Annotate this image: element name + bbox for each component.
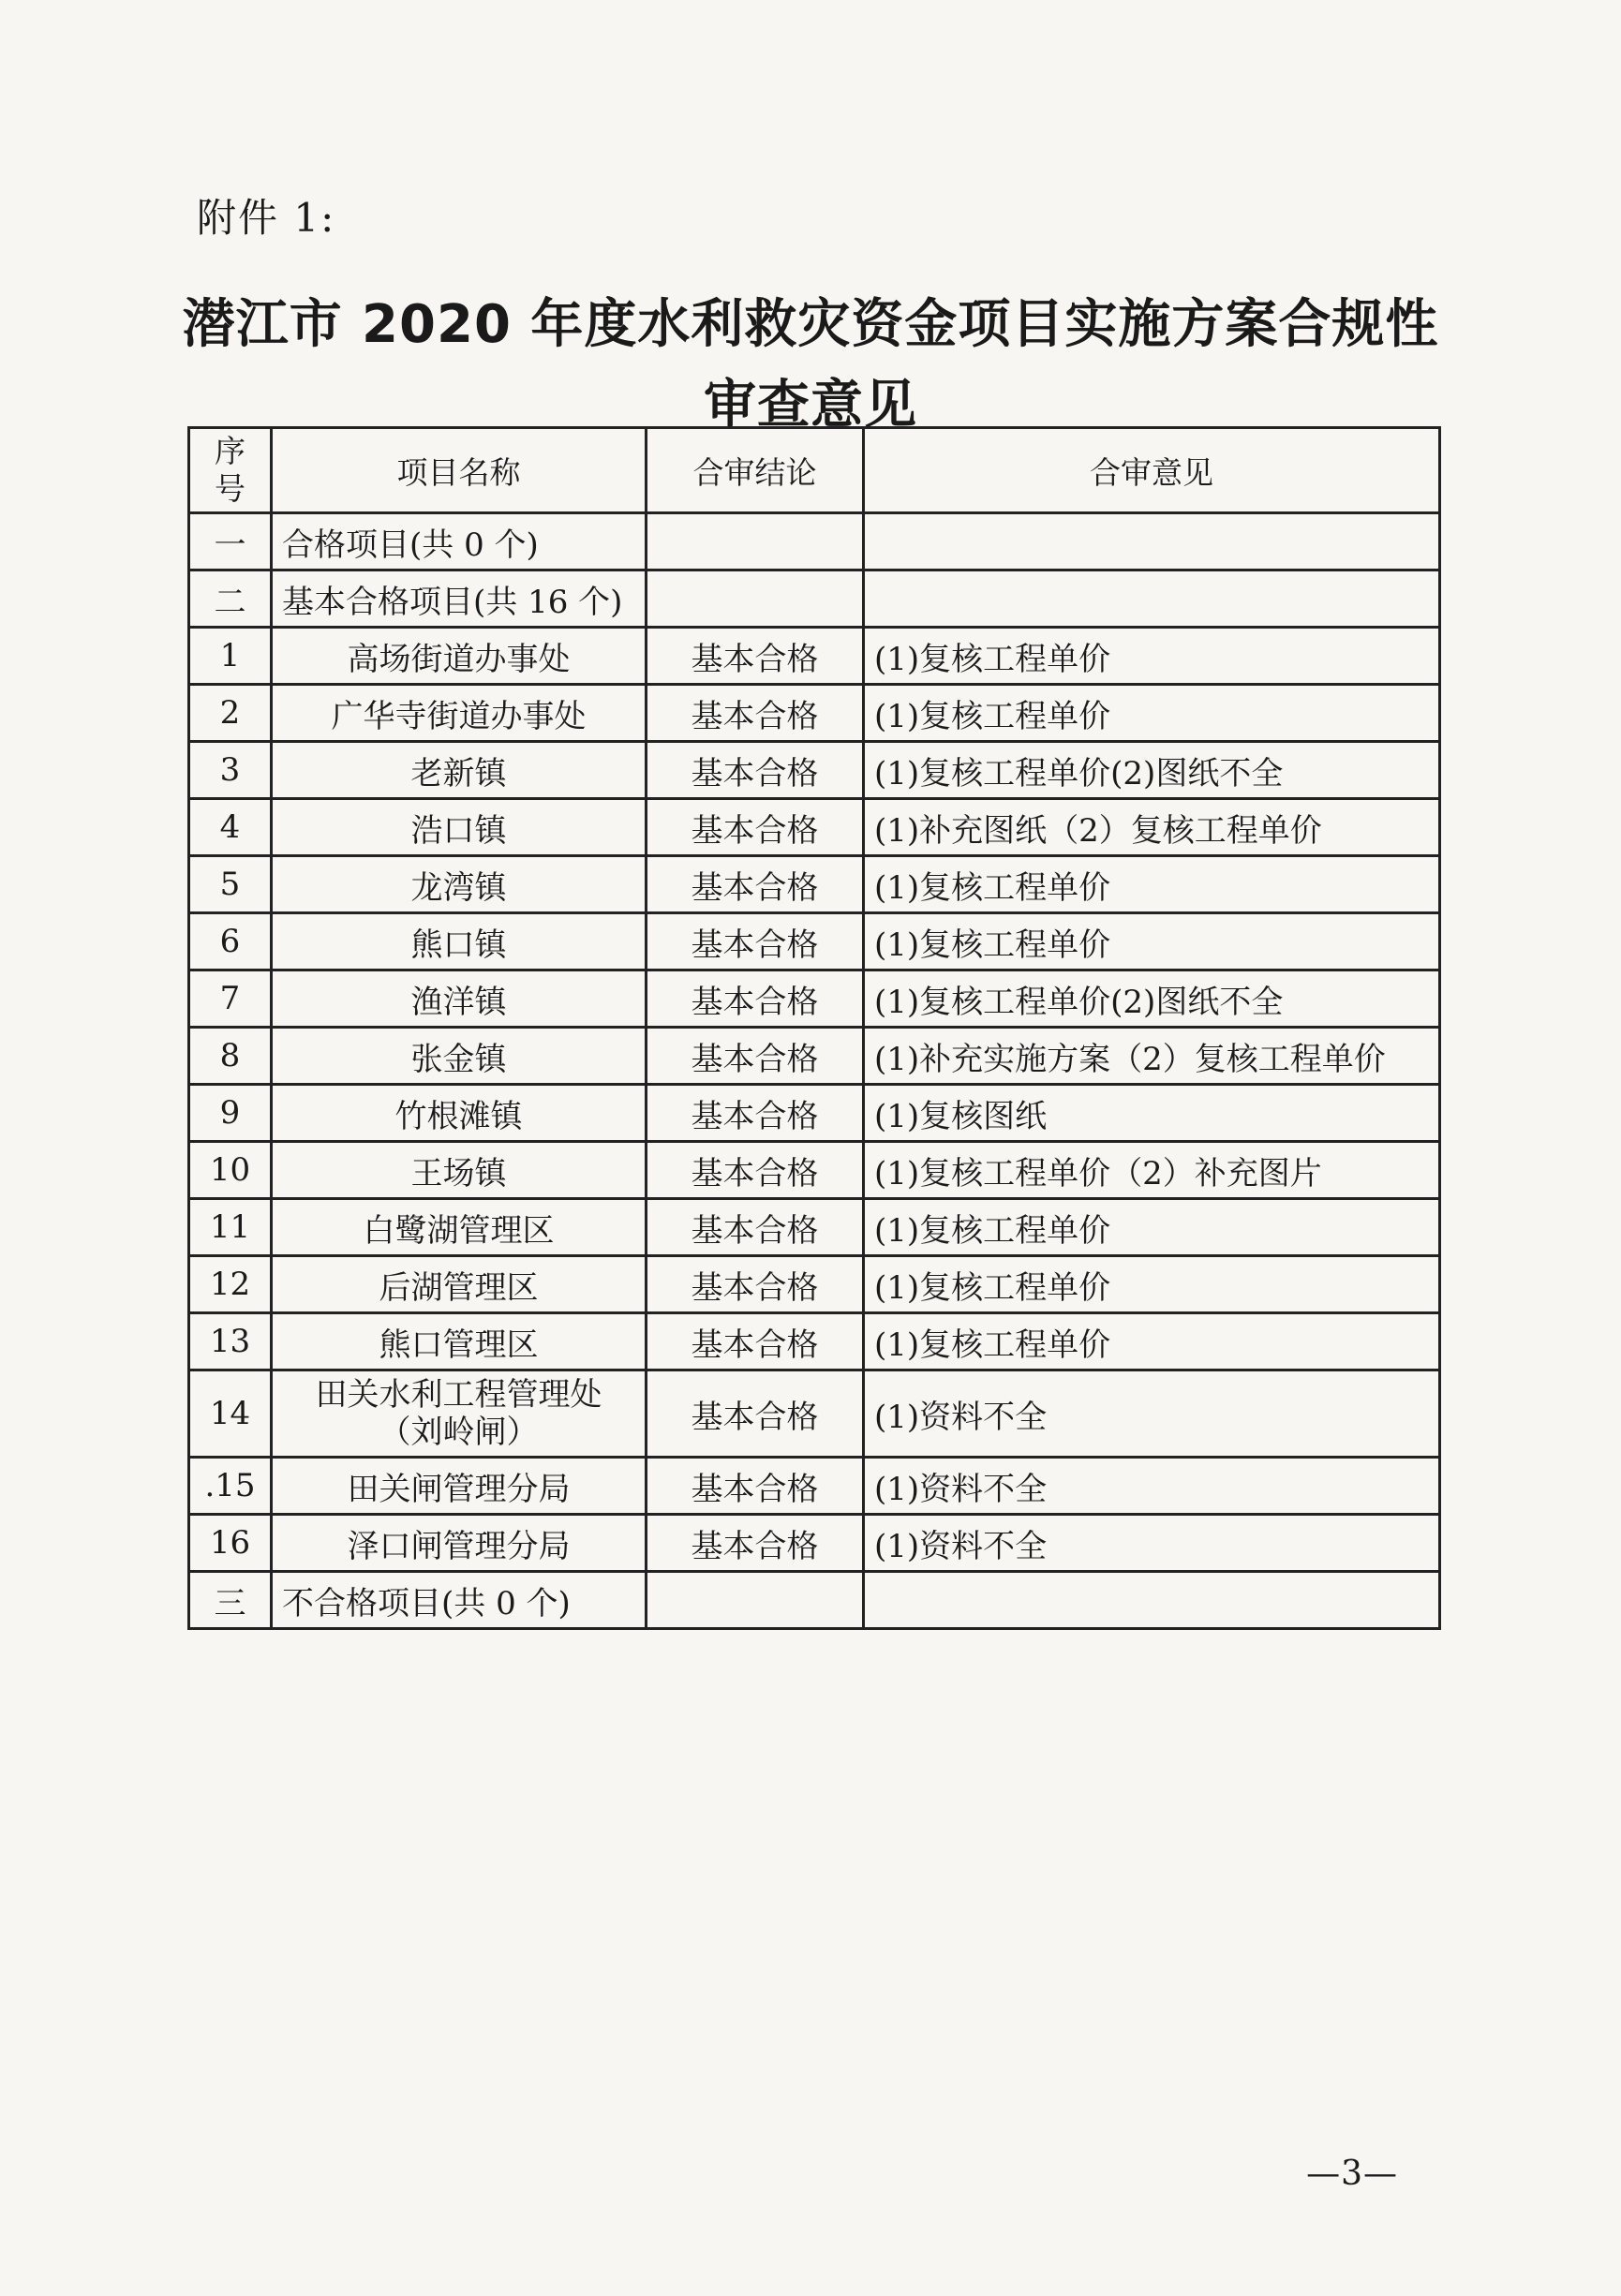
row-seq: 4: [189, 799, 272, 856]
header-seq: 序号: [189, 428, 272, 513]
row-opinion: (1)复核工程单价: [864, 685, 1440, 742]
section-seq: 二: [189, 570, 272, 628]
row-seq: 16: [189, 1515, 272, 1572]
table-row: [189, 628, 1440, 685]
row-seq: 11: [189, 1199, 272, 1256]
row-conclusion: 基本合格: [647, 799, 864, 856]
empty-cell: [647, 570, 864, 628]
row-seq: 12: [189, 1256, 272, 1313]
row-opinion: (1)补充图纸（2）复核工程单价: [864, 799, 1440, 856]
table-row: [189, 1256, 1440, 1313]
attachment-label: 附件 1:: [197, 195, 336, 241]
table-row: [189, 1199, 1440, 1256]
row-name: 老新镇: [272, 742, 647, 799]
row-opinion: (1)复核图纸: [864, 1085, 1440, 1142]
row-seq: 13: [189, 1313, 272, 1370]
row-opinion: (1)复核工程单价: [864, 913, 1440, 970]
table-row: [189, 913, 1440, 970]
row-conclusion: 基本合格: [647, 628, 864, 685]
row-name: 田关闸管理分局: [272, 1458, 647, 1515]
row-seq: 1: [189, 628, 272, 685]
row-seq: 7: [189, 970, 272, 1028]
row-conclusion: 基本合格: [647, 1085, 864, 1142]
row-name-line2: （刘岭闸）: [379, 1414, 539, 1451]
section-seq: 一: [189, 513, 272, 570]
row-name: 渔洋镇: [272, 970, 647, 1028]
row-seq: 3: [189, 742, 272, 799]
row-name: 熊口镇: [272, 913, 647, 970]
row-name: 泽口闸管理分局: [272, 1515, 647, 1572]
row-opinion: (1)资料不全: [864, 1515, 1440, 1572]
row-conclusion: 基本合格: [647, 1458, 864, 1515]
row-conclusion: 基本合格: [647, 685, 864, 742]
table-row: [189, 685, 1440, 742]
table-row: [189, 1028, 1440, 1085]
table-row: [189, 1370, 1440, 1458]
row-conclusion: 基本合格: [647, 742, 864, 799]
row-opinion: (1)复核工程单价（2）补充图片: [864, 1142, 1440, 1199]
row-conclusion: 基本合格: [647, 856, 864, 913]
row-conclusion: 基本合格: [647, 1199, 864, 1256]
row-name: 浩口镇: [272, 799, 647, 856]
table-row: [189, 1142, 1440, 1199]
header-opinion: 合审意见: [864, 428, 1440, 513]
row-opinion: (1)复核工程单价: [864, 1256, 1440, 1313]
row-conclusion: 基本合格: [647, 1370, 864, 1458]
page-number: —3—: [1306, 2155, 1398, 2193]
section-row-qualified: [189, 513, 1440, 570]
empty-cell: [864, 570, 1440, 628]
row-conclusion: 基本合格: [647, 1515, 864, 1572]
empty-cell: [864, 513, 1440, 570]
row-opinion: (1)资料不全: [864, 1370, 1440, 1458]
empty-cell: [864, 1572, 1440, 1629]
row-opinion: (1)补充实施方案（2）复核工程单价: [864, 1028, 1440, 1085]
row-name: [272, 1370, 647, 1458]
row-conclusion: 基本合格: [647, 970, 864, 1028]
section-name: 基本合格项目(共 16 个): [272, 570, 647, 628]
table-row: [189, 856, 1440, 913]
row-opinion: (1)复核工程单价: [864, 856, 1440, 913]
table-row: [189, 1458, 1440, 1515]
section-row-unqualified: [189, 1572, 1440, 1629]
empty-cell: [647, 1572, 864, 1629]
row-conclusion: 基本合格: [647, 913, 864, 970]
row-opinion: (1)复核工程单价(2)图纸不全: [864, 742, 1440, 799]
row-name: 白鹭湖管理区: [272, 1199, 647, 1256]
row-conclusion: 基本合格: [647, 1313, 864, 1370]
row-conclusion: 基本合格: [647, 1028, 864, 1085]
section-row-basic-qualified: [189, 570, 1440, 628]
header-conclusion: 合审结论: [647, 428, 864, 513]
row-seq: 9: [189, 1085, 272, 1142]
section-name: 不合格项目(共 0 个): [272, 1572, 647, 1629]
row-name: 张金镇: [272, 1028, 647, 1085]
row-name: 后湖管理区: [272, 1256, 647, 1313]
row-name: 龙湾镇: [272, 856, 647, 913]
table-header-row: [189, 428, 1440, 513]
row-seq: 8: [189, 1028, 272, 1085]
row-opinion: (1)复核工程单价: [864, 628, 1440, 685]
row-seq: 5: [189, 856, 272, 913]
row-opinion: (1)资料不全: [864, 1458, 1440, 1515]
row-name-line1: 田关水利工程管理处: [315, 1376, 602, 1414]
table-row: [189, 1313, 1440, 1370]
row-conclusion: 基本合格: [647, 1256, 864, 1313]
section-name: 合格项目(共 0 个): [272, 513, 647, 570]
row-seq: 10: [189, 1142, 272, 1199]
row-seq: 14: [189, 1370, 272, 1458]
table-row: [189, 799, 1440, 856]
row-name: 王场镇: [272, 1142, 647, 1199]
table-row: [189, 742, 1440, 799]
review-table: [187, 426, 1441, 1630]
row-name: 竹根滩镇: [272, 1085, 647, 1142]
row-opinion: (1)复核工程单价(2)图纸不全: [864, 970, 1440, 1028]
row-seq: 2: [189, 685, 272, 742]
row-conclusion: 基本合格: [647, 1142, 864, 1199]
row-opinion: (1)复核工程单价: [864, 1313, 1440, 1370]
row-seq: 6: [189, 913, 272, 970]
row-name: 广华寺街道办事处: [272, 685, 647, 742]
document-title-line1: 潜江市 2020 年度水利救灾资金项目实施方案合规性: [182, 294, 1439, 355]
section-seq: 三: [189, 1572, 272, 1629]
document-title-line2: 审查意见: [704, 375, 917, 436]
row-name: 熊口管理区: [272, 1313, 647, 1370]
table-row: [189, 970, 1440, 1028]
row-name: 高场街道办事处: [272, 628, 647, 685]
table-row: [189, 1085, 1440, 1142]
table-row: [189, 1515, 1440, 1572]
row-opinion: (1)复核工程单价: [864, 1199, 1440, 1256]
header-name: 项目名称: [272, 428, 647, 513]
row-seq: .15: [189, 1458, 272, 1515]
empty-cell: [647, 513, 864, 570]
